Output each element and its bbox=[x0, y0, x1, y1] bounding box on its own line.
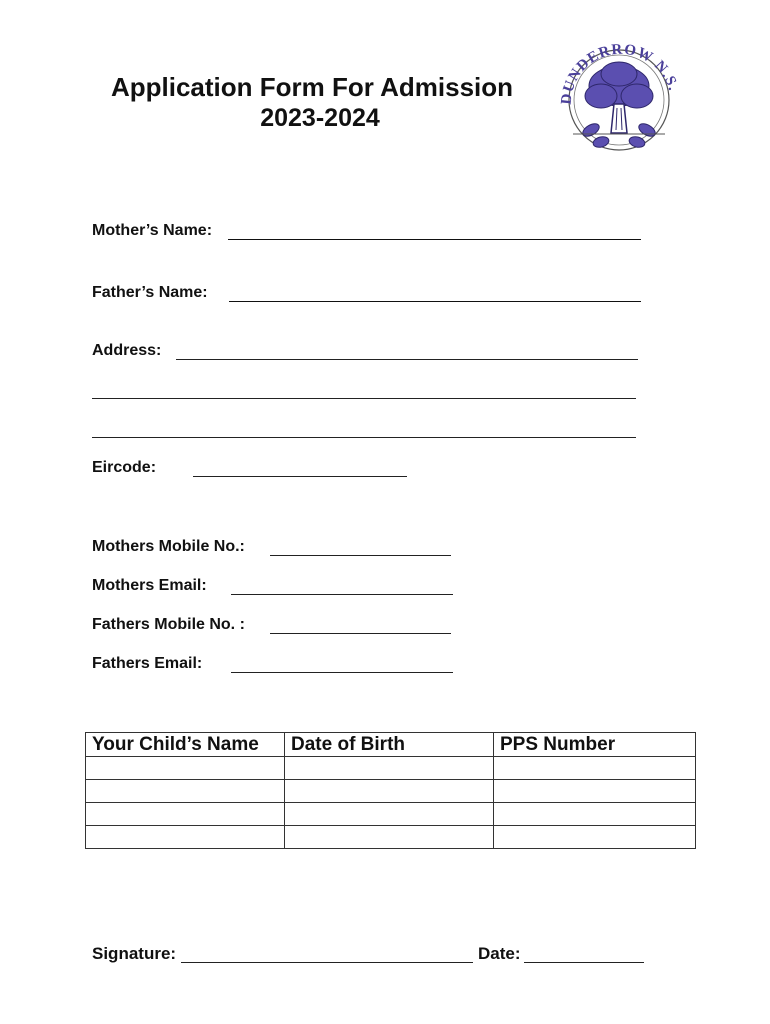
child-name-cell[interactable] bbox=[86, 826, 285, 849]
date-of-birth-header: Date of Birth bbox=[285, 733, 494, 757]
fathers-email-label: Fathers Email: bbox=[92, 655, 203, 672]
form-title: Application Form For Admission bbox=[110, 72, 514, 102]
child-name-cell[interactable] bbox=[86, 780, 285, 803]
pps-number-cell[interactable] bbox=[494, 826, 696, 849]
eircode-label: Eircode: bbox=[92, 459, 157, 476]
mother-name-line[interactable] bbox=[228, 239, 641, 240]
date-of-birth-cell[interactable] bbox=[285, 803, 494, 826]
date-of-birth-cell[interactable] bbox=[285, 780, 494, 803]
signature-line[interactable] bbox=[181, 962, 473, 963]
school-crest-logo bbox=[553, 38, 689, 156]
mothers-mobile-label: Mothers Mobile No.: bbox=[92, 538, 245, 555]
form-year: 2023-2024 bbox=[260, 104, 380, 132]
child-name-cell[interactable] bbox=[86, 803, 285, 826]
mothers-mobile-line[interactable] bbox=[270, 555, 451, 556]
fathers-mobile-line[interactable] bbox=[270, 633, 451, 634]
svg-text:DUNDERROW N.S.: DUNDERROW N.S. bbox=[558, 41, 682, 106]
mother-name-label: Mother’s Name: bbox=[92, 222, 213, 239]
signature-label: Signature: bbox=[92, 944, 177, 963]
fathers-mobile-label: Fathers Mobile No. : bbox=[92, 616, 245, 633]
address-label: Address: bbox=[92, 342, 162, 359]
table-row bbox=[86, 757, 696, 780]
table-row bbox=[86, 826, 696, 849]
father-name-line[interactable] bbox=[229, 301, 641, 302]
pps-number-header: PPS Number bbox=[494, 733, 696, 757]
pps-number-cell[interactable] bbox=[494, 803, 696, 826]
children-table bbox=[85, 732, 696, 849]
eircode-line[interactable] bbox=[193, 476, 407, 477]
address-line-1[interactable] bbox=[176, 359, 638, 360]
page-title bbox=[0, 72, 640, 134]
mothers-email-line[interactable] bbox=[231, 594, 453, 595]
mothers-email-label: Mothers Email: bbox=[92, 577, 207, 594]
date-of-birth-cell[interactable] bbox=[285, 757, 494, 780]
table-row bbox=[86, 803, 696, 826]
fathers-email-line[interactable] bbox=[231, 672, 453, 673]
table-row bbox=[86, 780, 696, 803]
child-name-header: Your Child’s Name bbox=[86, 733, 285, 757]
child-name-cell[interactable] bbox=[86, 757, 285, 780]
table-header-row bbox=[86, 733, 696, 757]
pps-number-cell[interactable] bbox=[494, 780, 696, 803]
date-label: Date: bbox=[478, 944, 521, 963]
pps-number-cell[interactable] bbox=[494, 757, 696, 780]
date-of-birth-cell[interactable] bbox=[285, 826, 494, 849]
date-line[interactable] bbox=[524, 962, 644, 963]
address-line-2[interactable] bbox=[92, 398, 636, 399]
father-name-label: Father’s Name: bbox=[92, 284, 208, 301]
address-line-3[interactable] bbox=[92, 437, 636, 438]
